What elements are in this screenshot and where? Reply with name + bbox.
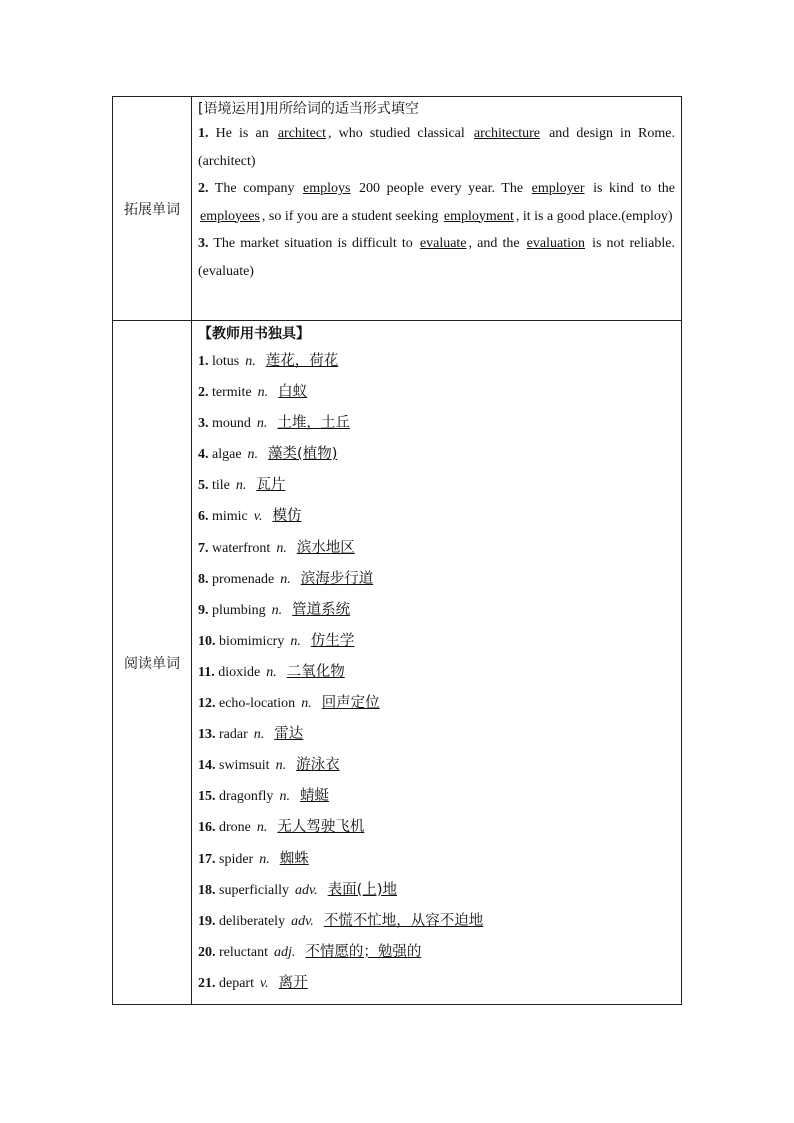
sentence-text: 200 people every year. The xyxy=(352,181,530,196)
vocab-item xyxy=(198,750,675,781)
vocab-item xyxy=(198,439,675,470)
vocab-item xyxy=(198,408,675,439)
vocab-word: drone xyxy=(219,820,251,836)
vocab-word: promenade xyxy=(212,571,275,587)
vocab-meaning: 白蚁 xyxy=(278,384,308,401)
part-of-speech: adv. xyxy=(294,882,318,898)
expand-row xyxy=(113,97,682,321)
vocab-number: 20. xyxy=(198,944,216,960)
vocab-meaning: 二氧化物 xyxy=(286,663,345,680)
exercise-number: 2. xyxy=(198,181,209,196)
part-of-speech: n. xyxy=(301,696,312,712)
vocab-word: superficially xyxy=(219,882,289,898)
vocab-word: reluctant xyxy=(219,944,268,960)
answer-blank: employs xyxy=(303,181,351,196)
vocab-number: 4. xyxy=(198,447,209,463)
vocab-word: depart xyxy=(219,975,254,991)
sentence-text: is not reliable.(evaluate) xyxy=(198,236,675,279)
vocab-item xyxy=(198,844,675,875)
part-of-speech: n. xyxy=(275,758,287,774)
vocab-item xyxy=(198,533,675,564)
vocab-word: lotus xyxy=(212,354,240,369)
sentence-text: , so if you are a student seeking xyxy=(261,208,442,224)
sentence-text: The company xyxy=(208,181,302,196)
vocab-word: plumbing xyxy=(212,602,266,618)
vocab-meaning: 离开 xyxy=(278,974,308,991)
part-of-speech: n. xyxy=(266,664,277,680)
vocab-item xyxy=(198,688,675,719)
vocab-number: 12. xyxy=(198,696,216,712)
part-of-speech: n. xyxy=(235,478,247,494)
vocab-item xyxy=(198,968,675,999)
vocab-number: 1. xyxy=(198,354,209,369)
vocab-item xyxy=(198,657,675,688)
vocab-word: waterfront xyxy=(212,540,271,556)
vocab-meaning: 仿生学 xyxy=(310,632,355,649)
vocab-word: algae xyxy=(212,447,242,463)
part-of-speech: n. xyxy=(280,571,291,587)
reading-content xyxy=(192,321,682,1005)
answer-blank: employees xyxy=(200,208,260,224)
vocab-word: dioxide xyxy=(218,664,261,680)
vocab-number: 5. xyxy=(198,478,209,494)
expand-instruction: [语境运用]用所给词的适当形式填空 xyxy=(198,101,419,117)
vocab-item xyxy=(198,346,675,377)
vocab-word: swimsuit xyxy=(219,758,270,774)
vocab-number: 13. xyxy=(198,727,216,743)
part-of-speech: n. xyxy=(271,602,283,618)
vocab-word: biomimicry xyxy=(219,633,285,649)
vocab-item xyxy=(198,626,675,657)
vocab-number: 18. xyxy=(198,882,216,898)
vocab-item xyxy=(198,377,675,408)
vocab-meaning: 蜘蛛 xyxy=(279,850,309,867)
answer-blank: architect xyxy=(277,126,326,141)
answer-blank: evaluate xyxy=(419,236,467,251)
vocab-item xyxy=(198,906,675,937)
vocab-item xyxy=(198,501,675,532)
part-of-speech: n. xyxy=(245,354,256,369)
vocab-number: 3. xyxy=(198,416,209,432)
reading-label: 阅读单词 xyxy=(113,321,192,1005)
vocab-item xyxy=(198,875,675,906)
part-of-speech: adj. xyxy=(273,944,296,960)
vocab-number: 2. xyxy=(198,385,209,401)
vocab-meaning: 表面(上)地 xyxy=(327,881,397,898)
reading-word-list xyxy=(198,346,675,999)
part-of-speech: n. xyxy=(290,633,301,649)
sentence-text: and design in Rome.(architect) xyxy=(198,126,675,169)
vocab-meaning: 不情愿的；勉强的 xyxy=(305,943,422,960)
vocab-meaning: 回声定位 xyxy=(321,695,380,712)
vocab-word: mimic xyxy=(212,509,248,525)
vocab-item xyxy=(198,564,675,595)
vocab-word: radar xyxy=(219,727,248,743)
vocab-number: 14. xyxy=(198,758,216,774)
vocab-number: 21. xyxy=(198,975,216,991)
part-of-speech: n. xyxy=(276,540,287,556)
part-of-speech: v. xyxy=(259,975,269,991)
vocab-item xyxy=(198,719,675,750)
vocab-number: 17. xyxy=(198,851,216,867)
vocab-number: 15. xyxy=(198,789,216,805)
part-of-speech: v. xyxy=(253,509,263,525)
vocab-meaning: 不慌不忙地，从容不迫地 xyxy=(323,912,484,929)
vocab-word: tile xyxy=(212,478,230,494)
vocab-item xyxy=(198,470,675,501)
vocab-meaning: 土堆，土丘 xyxy=(277,415,350,432)
vocab-meaning: 游泳衣 xyxy=(296,757,340,774)
vocab-number: 19. xyxy=(198,913,216,929)
sentence-text: is kind to the xyxy=(586,181,675,196)
vocab-word: mound xyxy=(212,416,251,432)
part-of-speech: n. xyxy=(256,416,268,432)
answer-blank: employer xyxy=(531,181,585,196)
vocab-meaning: 模仿 xyxy=(272,508,302,525)
exercise-sentence xyxy=(198,120,675,175)
answer-blank: evaluation xyxy=(526,236,585,251)
vocab-word: termite xyxy=(212,385,252,401)
vocab-meaning: 雷达 xyxy=(274,726,304,743)
exercise-sentence xyxy=(198,175,675,230)
vocabulary-table xyxy=(112,96,682,1005)
vocab-meaning: 无人驾驶飞机 xyxy=(277,819,365,836)
sentence-text: , who studied classical xyxy=(328,126,472,141)
teacher-edition-title: 【教师用书独具】 xyxy=(198,326,310,342)
part-of-speech: n. xyxy=(279,789,290,805)
vocab-meaning: 滨水地区 xyxy=(296,539,355,556)
expand-content xyxy=(192,97,682,321)
part-of-speech: n. xyxy=(257,385,269,401)
vocab-number: 8. xyxy=(198,571,209,587)
sentence-text: He is an xyxy=(208,126,276,141)
exercise-number: 1. xyxy=(198,126,209,141)
vocab-number: 11. xyxy=(198,664,215,680)
exercise-sentence xyxy=(198,230,675,285)
part-of-speech: n. xyxy=(259,851,270,867)
vocab-word: echo-location xyxy=(219,696,296,712)
part-of-speech: adv. xyxy=(291,913,314,929)
vocab-number: 7. xyxy=(198,540,209,556)
vocab-word: dragonfly xyxy=(219,789,274,805)
answer-blank: architecture xyxy=(473,126,540,141)
vocab-item xyxy=(198,812,675,843)
reading-row xyxy=(113,321,682,1005)
sentence-text: , and the xyxy=(468,236,525,251)
vocab-meaning: 瓦片 xyxy=(256,477,286,494)
vocab-number: 6. xyxy=(198,509,209,525)
vocab-word: deliberately xyxy=(219,913,286,929)
part-of-speech: n. xyxy=(256,820,268,836)
vocab-item xyxy=(198,937,675,968)
vocab-meaning: 藻类(植物) xyxy=(268,446,338,463)
vocab-number: 10. xyxy=(198,633,216,649)
sentence-text: The market situation is difficult to xyxy=(208,236,418,251)
vocab-meaning: 莲花，荷花 xyxy=(265,353,339,369)
vocab-item xyxy=(198,595,675,626)
vocab-meaning: 管道系统 xyxy=(292,601,351,618)
part-of-speech: n. xyxy=(253,727,265,743)
vocab-meaning: 蜻蜓 xyxy=(299,788,329,805)
part-of-speech: n. xyxy=(247,447,259,463)
exercise-number: 3. xyxy=(198,236,209,251)
vocab-word: spider xyxy=(219,851,254,867)
vocab-item xyxy=(198,781,675,812)
sentence-text: , it is a good place.(employ) xyxy=(515,208,673,224)
expand-label: 拓展单词 xyxy=(113,97,192,321)
vocab-number: 9. xyxy=(198,602,209,618)
expand-items xyxy=(198,120,675,285)
answer-blank: employment xyxy=(443,208,514,224)
vocab-meaning: 滨海步行道 xyxy=(300,570,374,587)
vocab-number: 16. xyxy=(198,820,216,836)
